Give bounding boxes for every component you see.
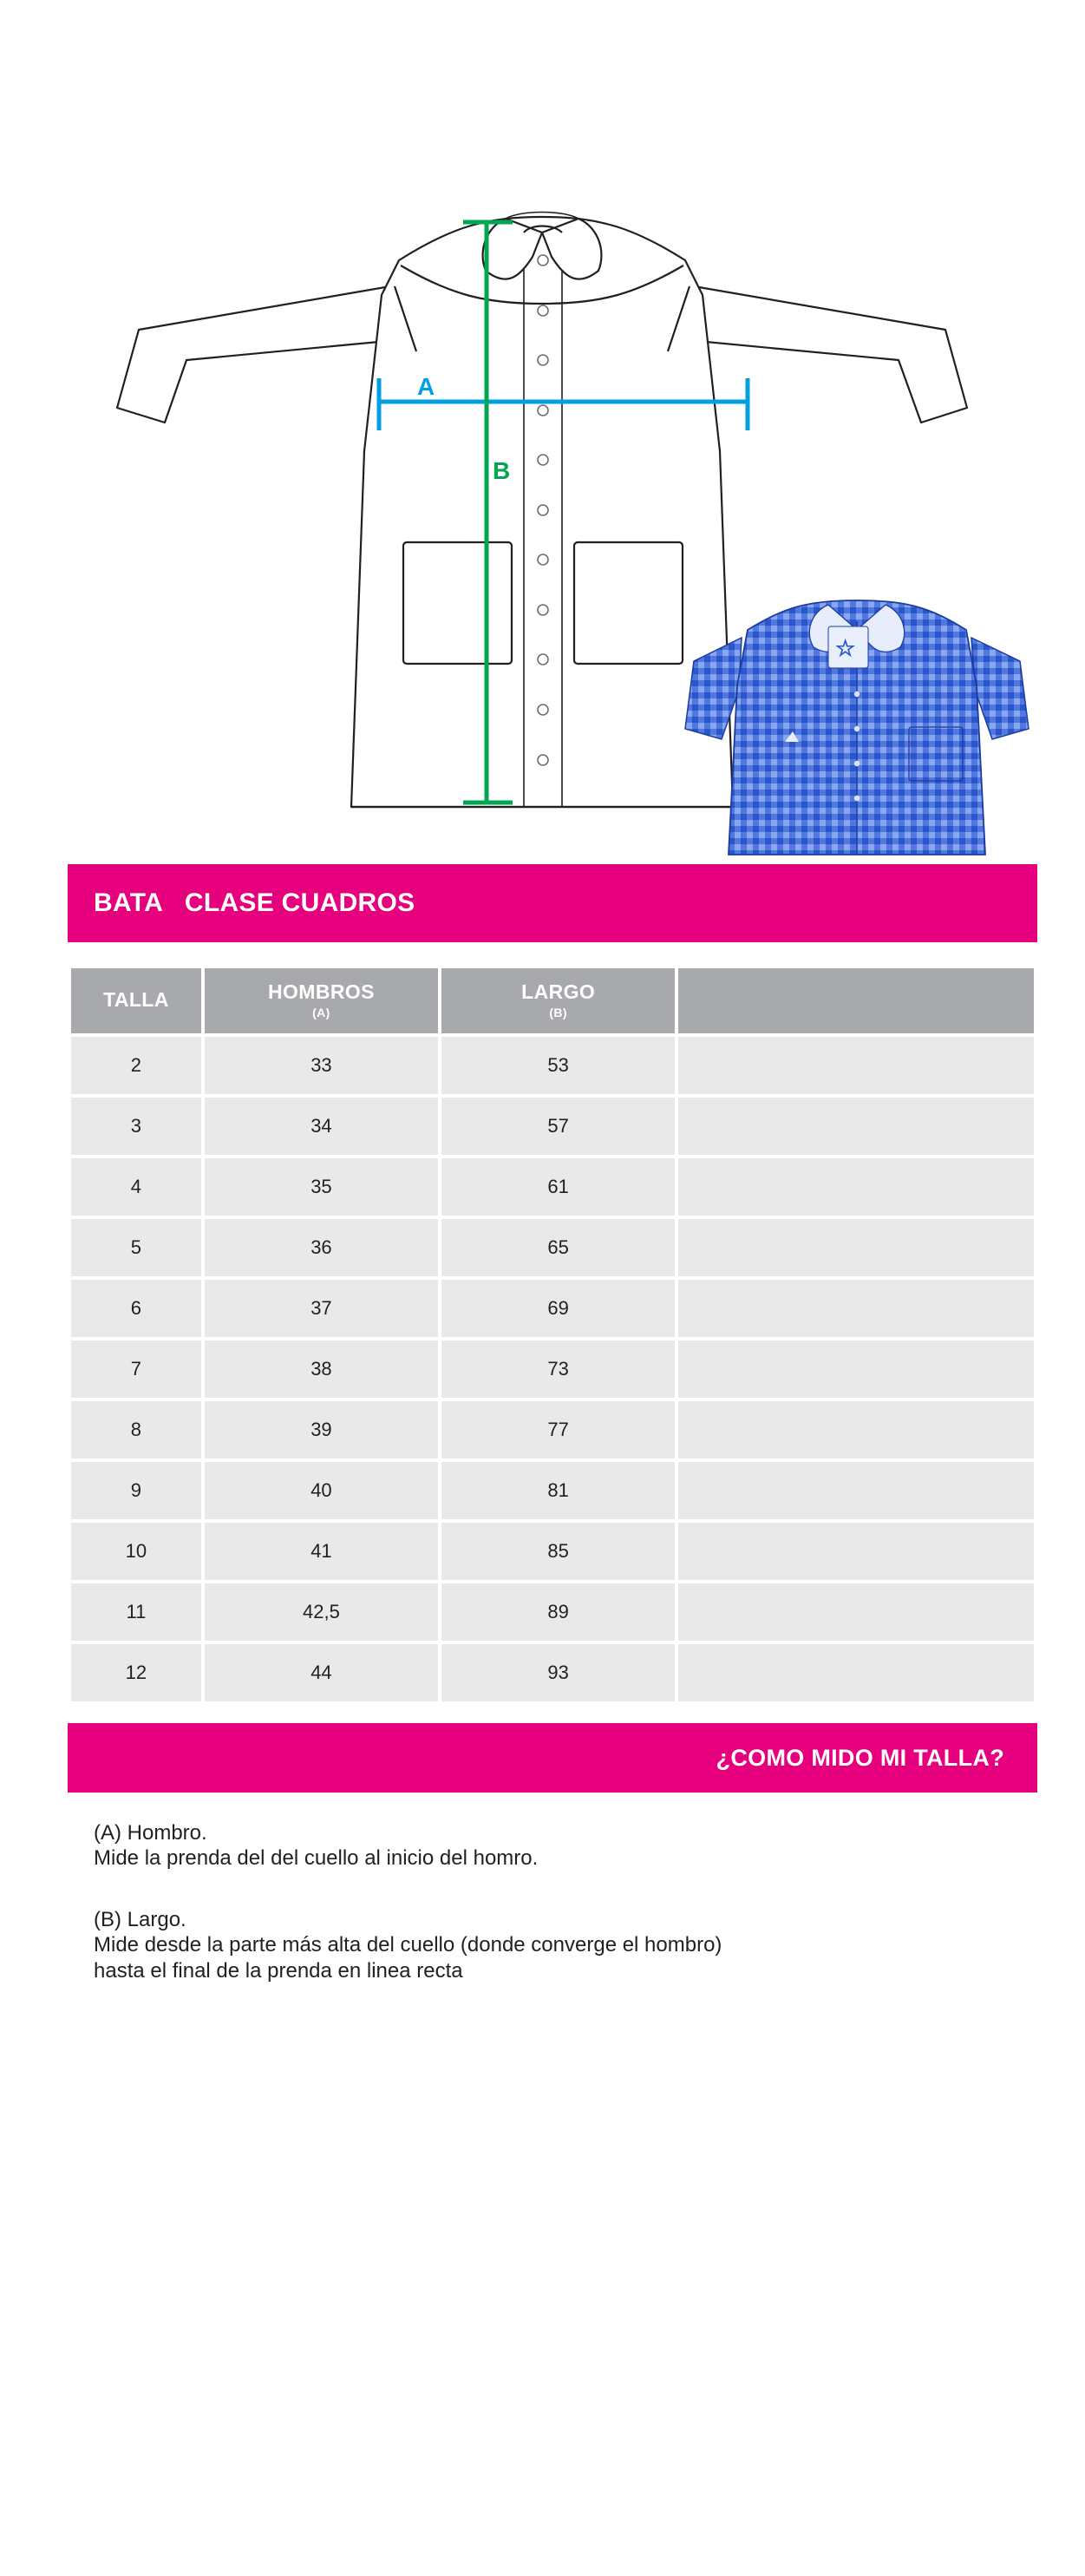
cell-largo: 57 (441, 1098, 675, 1155)
table-header-largo (441, 968, 675, 1033)
table-row (71, 1219, 1034, 1276)
table-row (71, 1644, 1034, 1701)
cell-hombros: 35 (205, 1158, 438, 1216)
cell-hombros: 36 (205, 1219, 438, 1276)
cell-largo: 69 (441, 1280, 675, 1337)
cell-extra (678, 1401, 1034, 1458)
title-banner-fold (954, 864, 1037, 942)
table-header-talla-label: TALLA (103, 988, 169, 1011)
cell-hombros: 44 (205, 1644, 438, 1701)
howto-banner (68, 1723, 1037, 1793)
cell-talla: 10 (71, 1523, 201, 1580)
howto-banner-label: ¿COMO MIDO MI TALLA? (716, 1744, 1004, 1771)
cell-largo: 85 (441, 1523, 675, 1580)
explanation-length-title: (B) Largo. (94, 1908, 186, 1931)
cell-largo: 61 (441, 1158, 675, 1216)
cell-largo: 93 (441, 1644, 675, 1701)
table-header-largo-label: LARGO (521, 980, 596, 1003)
cell-largo: 89 (441, 1583, 675, 1641)
cell-extra (678, 1037, 1034, 1094)
cell-largo: 77 (441, 1401, 675, 1458)
cell-talla: 4 (71, 1158, 201, 1216)
cell-hombros: 40 (205, 1462, 438, 1519)
cell-talla: 11 (71, 1583, 201, 1641)
cell-extra (678, 1340, 1034, 1398)
cell-hombros: 42,5 (205, 1583, 438, 1641)
cell-extra (678, 1098, 1034, 1155)
explanation-shoulder-title: (A) Hombro. (94, 1821, 207, 1845)
table-header-largo-sub: (B) (549, 1006, 567, 1019)
cell-talla: 3 (71, 1098, 201, 1155)
table-row (71, 1098, 1034, 1155)
explanation-length-text-line2: hasta el final de la prenda en linea recta (94, 1958, 463, 1983)
table-row (71, 1462, 1034, 1519)
table-header-blank (678, 968, 1034, 1033)
cell-largo: 81 (441, 1462, 675, 1519)
cell-talla: 8 (71, 1401, 201, 1458)
table-row (71, 1158, 1034, 1216)
cell-talla: 5 (71, 1219, 201, 1276)
cell-hombros: 37 (205, 1280, 438, 1337)
cell-hombros: 41 (205, 1523, 438, 1580)
table-row (71, 1340, 1034, 1398)
garment-diagram (0, 0, 1085, 876)
table-header-hombros-label: HOMBROS (267, 980, 375, 1003)
cell-hombros: 38 (205, 1340, 438, 1398)
table-header-hombros (205, 968, 438, 1033)
cell-largo: 53 (441, 1037, 675, 1094)
cell-extra (678, 1219, 1034, 1276)
cell-largo: 65 (441, 1219, 675, 1276)
cell-extra (678, 1280, 1034, 1337)
explanation-shoulder (94, 1820, 1048, 1871)
cell-hombros: 39 (205, 1401, 438, 1458)
svg-text:☆: ☆ (835, 635, 856, 661)
table-row (71, 1401, 1034, 1458)
cell-extra (678, 1158, 1034, 1216)
cell-extra (678, 1583, 1034, 1641)
cell-talla: 6 (71, 1280, 201, 1337)
cell-talla: 2 (71, 1037, 201, 1094)
title-banner (68, 864, 1037, 942)
table-row (71, 1280, 1034, 1337)
explanation-shoulder-text: Mide la prenda del del cuello al inicio del homro. (94, 1846, 539, 1871)
cell-extra (678, 1644, 1034, 1701)
table-row (71, 1583, 1034, 1641)
cell-extra (678, 1523, 1034, 1580)
garment-photo (685, 600, 1029, 855)
measure-b-label: B (493, 457, 511, 484)
cell-talla: 9 (71, 1462, 201, 1519)
cell-hombros: 34 (205, 1098, 438, 1155)
explanation-length (94, 1907, 1048, 1983)
cell-talla: 12 (71, 1644, 201, 1701)
cell-largo: 73 (441, 1340, 675, 1398)
table-header-hombros-sub: (A) (312, 1006, 330, 1019)
measure-a-label: A (417, 373, 435, 400)
table-header-talla (71, 968, 201, 1033)
title-banner-label: BATA CLASE CUADROS (94, 888, 415, 917)
cell-talla: 7 (71, 1340, 201, 1398)
table-header-row (71, 968, 1034, 1033)
cell-hombros: 33 (205, 1037, 438, 1094)
cell-extra (678, 1462, 1034, 1519)
size-table (68, 965, 1037, 1705)
table-row (71, 1523, 1034, 1580)
explanation-length-text-line1: Mide desde la parte más alta del cuello (donde converge el hombro) (94, 1933, 722, 1957)
table-row (71, 1037, 1034, 1094)
table-body (71, 1037, 1034, 1701)
